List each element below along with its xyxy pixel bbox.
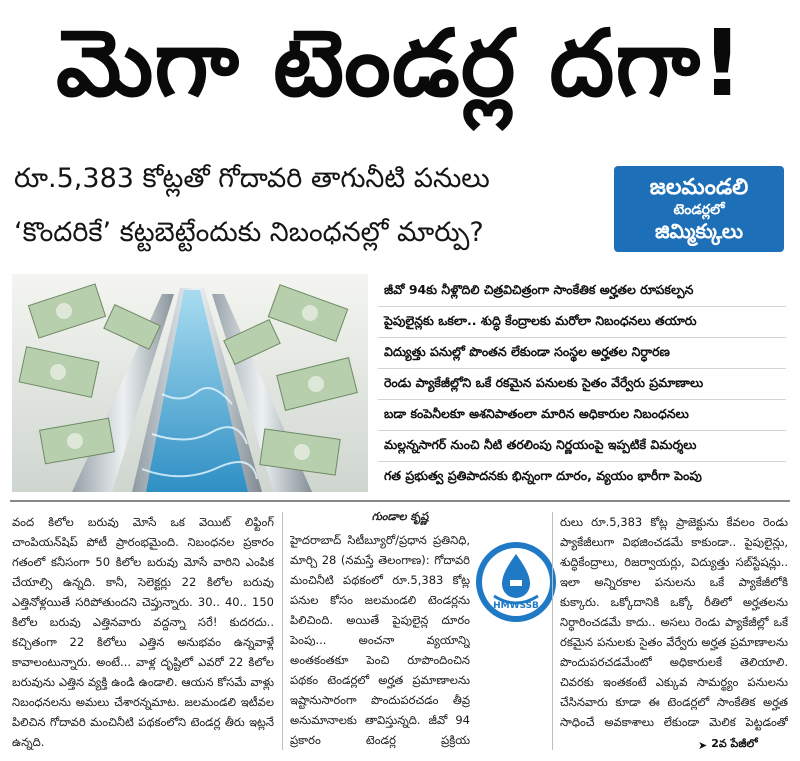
key-point: బడా కంపెనీలకూ అశనిపాతంలా మారిన అధికారుల నిబంధనలు bbox=[378, 400, 786, 431]
section-badge bbox=[614, 166, 784, 252]
pipeline-money-illustration bbox=[12, 274, 368, 492]
logo-text: HMWSSB bbox=[493, 601, 539, 611]
hmwssb-logo-icon bbox=[474, 540, 558, 624]
badge-line-3: జిమ్మిక్కులు bbox=[655, 218, 743, 243]
article-column-1 bbox=[12, 512, 274, 752]
article-column-2 bbox=[290, 530, 470, 752]
illustration-svg bbox=[12, 274, 368, 492]
section-divider bbox=[10, 500, 790, 502]
continued-on-page bbox=[698, 736, 788, 754]
badge-line-2: టెండర్లలో bbox=[673, 201, 725, 218]
column-3-text: రులు రూ.5,383 కోట్ల ప్రాజెక్టును కేవలం రెండు ప్యాకేజీలుగా విభజించడమే కాకుండా.. పైపులైన్లు, శుద్ధికేంద్రాలు, రిజర్వాయర్లు, విద్యుత్తు సబ్‌స్టేషన్లు.. ఇలా అన్నిరకాల పనులను ఒకే ప్యాకేజీలోకి కుక్కారు. ఒక్కోదానికి ఒక్కో రీతిలో అర్హతలను నిర్ధారించడమే కాదు.. అసలు రెండు ప్యాకేజీల్లో ఒకే రకమైన పనులకు సైతం వేర్వేరు అర్హత ప్రమాణాలను పొందుపరచడమేంటో అధికారులకే తెలియాలి. చివరకు ఇంతకంటే ఎక్కువ సామర్థ్యం పనులను చేసినవారు కూడా ఈ టెండర్లలో సాంకేతిక అర్హత సాధించే అవకాశాలు లేకుండా మెలిక పెట్టడంతో bbox=[560, 515, 788, 729]
key-point: మల్లన్నసాగర్ నుంచి నీటి తరలింపు నిర్ణయంపై ఇప్పటికే విమర్శలు bbox=[378, 431, 786, 462]
column-divider bbox=[552, 512, 553, 750]
key-point: జీవో 94కు నీళ్లొదిలి చిత్రవిచిత్రంగా సాంకేతిక అర్హతల రూపకల్పన bbox=[378, 276, 786, 307]
key-point: పైపులైన్లకు ఒకలా.. శుద్ధి కేంద్రాలకు మరోలా నిబంధనలు తయారు bbox=[378, 307, 786, 338]
hmwssb-logo bbox=[474, 540, 558, 624]
continued-label: 2వ పేజీలో bbox=[711, 737, 758, 750]
column-2-text: హైదరాబాద్ సిటీబ్యూరో/ప్రధాన ప్రతినిధి, మార్చి 28 (నమస్తే తెలంగాణ): గోదావరి మంచినీటి పథకంలో రూ.5,383 కోట్ల పనుల కోసం జలమండలి టెండర్లను పిలిచింది. అయితే పైపులైన్ల దూరం పెంపు... అంచనా వ్యయాన్ని అంతకంతకూ పెంచి రూపొందించిన పథకం టెండర్లలో అర్హత ప్రమాణాలను ఇష్టానుసారంగా పొందుపరచడం తీవ్ర అనుమానాలకు తావిస్తున్నది. జీవో 94 ప్రకారం టెండర్ల ప్రక్రియ bbox=[290, 533, 470, 747]
headline: మెగా టెండర్ల దగా! bbox=[55, 10, 745, 117]
article-column-3 bbox=[560, 512, 788, 734]
badge-line-1: జలమండలి bbox=[649, 175, 749, 201]
key-points-list bbox=[378, 276, 786, 494]
column-1-text: వంద కిలోల బరువు మోసే ఒక వెయిట్ లిఫ్టింగ్ చాంపియన్‌షిప్ పోటీ ప్రారంభమైంది. నిబంధనల ప్రకారం గతంలో కనీసంగా 50 కిలోల బరువు మోసే వారిని ఎంపిక చేయాల్సి ఉన్నది. కానీ, సెలెక్టర్లు 22 కిలోల బరువు ఎత్తినోళ్లయితే సరిపోతుందని చెప్తున్నారు. 30.. 40.. 150 కిలోల బరువు ఎత్తినవారు వద్దన్నా సరే! కుదరదు.. కచ్చితంగా 22 కిలోలు ఎత్తిన అనుభవం ఉన్నవాళ్లే కావాలంటున్నారు. అంటే... వాళ్ల దృష్టిలో ఎవరో 22 కిలోల బరువును ఎత్తిన వ్యక్తి ఉండి ఉండాలి. ఆయన కోసమే వాళ్లు నిబంధనలను అమలు చేశారన్నమాట. జలమండలి ఇటీవల పిలిచిన గోదావరి మంచినీటి పథకంలోని టెండర్ల తీరు ఇట్లనే ఉన్నది. bbox=[12, 515, 274, 749]
deck-line-2: ‘కొందరికే’ కట్టబెట్టేందుకు నిబంధనల్లో మార్పు? bbox=[14, 217, 484, 248]
arrow-right-icon: ➤ bbox=[698, 738, 708, 752]
key-point: రెండు ప్యాకేజీల్లోని ఒకే రకమైన పనులకు సైతం వేర్వేరు ప్రమాణాలు bbox=[378, 369, 786, 400]
deck-line-1: రూ.5,383 కోట్లతో గోదావరి తాగునీటి పనులు bbox=[14, 163, 490, 194]
byline: గుండాల కృష్ణ bbox=[371, 510, 429, 523]
column-divider bbox=[282, 512, 283, 750]
key-point: విద్యుత్తు పనుల్లో పొంతన లేకుండా సంస్థల అర్హతల నిర్ధారణ bbox=[378, 338, 786, 369]
key-point: గత ప్రభుత్వ ప్రతిపాదనకు భిన్నంగా దూరం, వ్యయం భారీగా పెంపు bbox=[384, 468, 702, 483]
